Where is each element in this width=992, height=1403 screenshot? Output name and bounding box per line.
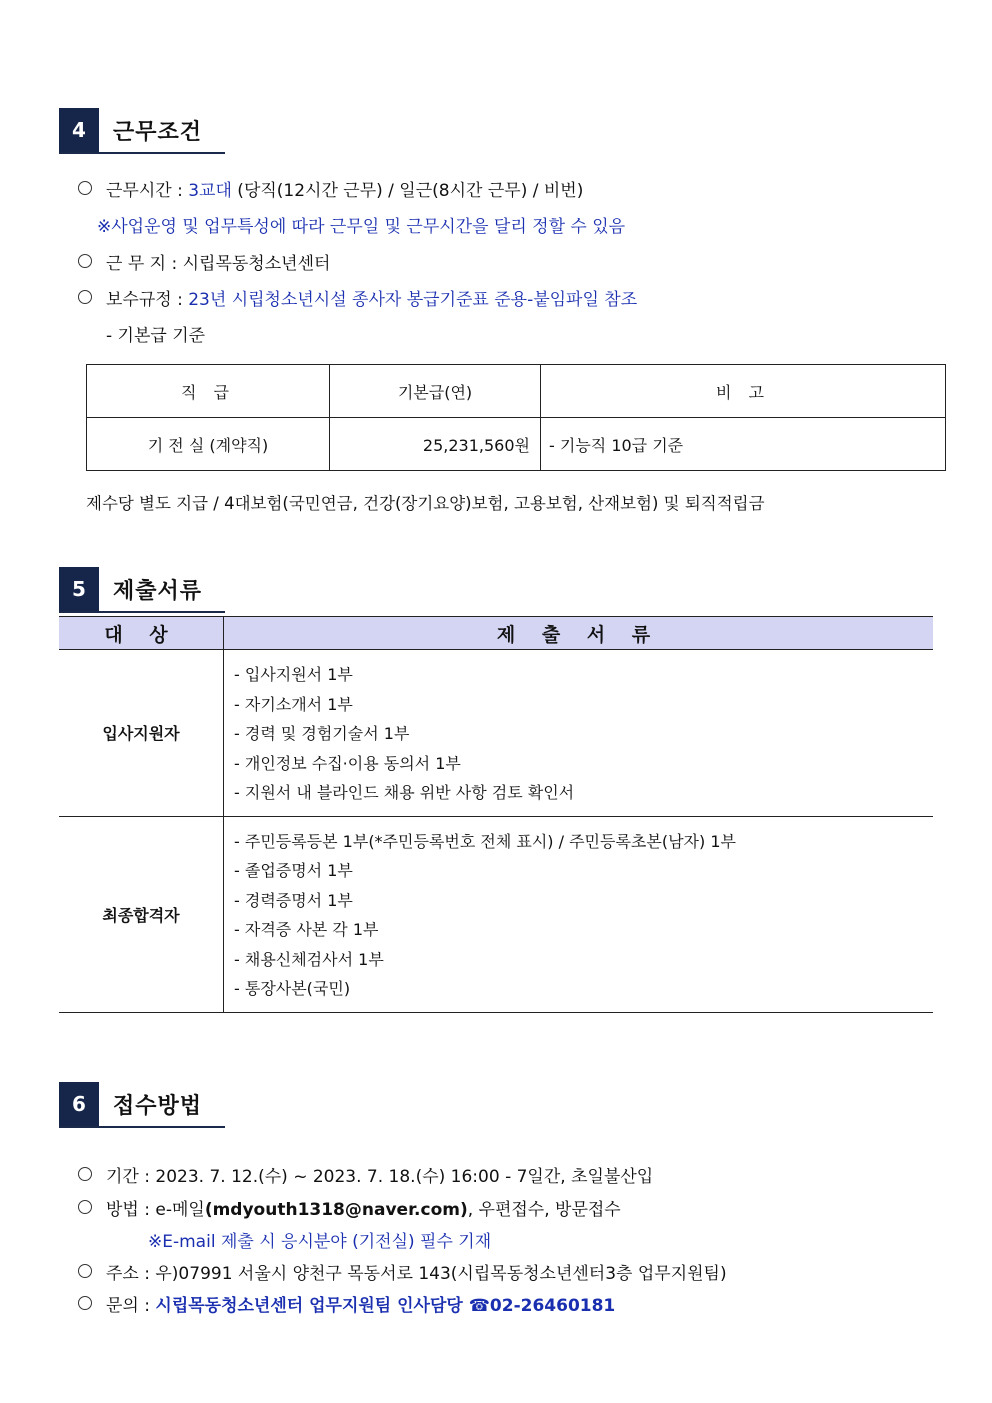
list-item: - 자격증 사본 각 1부 [234,920,379,939]
bullet-circle-icon [78,1167,92,1181]
table-row [87,418,946,471]
work-hours-value: 3교대 [188,181,232,201]
documents-applicant-list [224,650,934,817]
list-item: - 경력증명서 1부 [234,890,353,910]
work-hours-line [78,176,583,201]
method-line [78,1195,621,1220]
period-text: 기간 : 2023. 7. 12.(수) ~ 2023. 7. 18.(수) 16:00 - 7일간, 초일불산입 [106,1167,654,1187]
documents-header-docs: 제 출 서 류 [224,617,934,650]
salary-cell-note: - 기능직 10급 기준 [541,418,946,471]
list-item: - 자기소개서 1부 [234,694,353,714]
list-item: - 개인정보 수집·이용 동의서 1부 [234,753,461,773]
documents-final-list [224,816,934,1012]
list-item: - 채용신체검사서 1부 [234,949,384,969]
section4-title: 근무조건 [113,120,203,145]
bullet-circle-icon [78,1296,92,1310]
section4-header [59,108,225,154]
method-rest: , 우편접수, 방문접수 [467,1200,621,1220]
documents-header-target: 대 상 [59,617,224,650]
section6-header [59,1082,225,1128]
list-item: - 주민등록등본 1부(*주민등록번호 전체 표시) / 주민등록초본(남자) 1부 [234,831,736,851]
address-text: 주소 : 우)07991 서울시 양천구 목동서로 143(시립목동청소년센터3층 업무지원팀) [106,1264,727,1284]
documents-table [59,616,933,1013]
workplace-line [78,249,330,274]
pay-rule-line [78,285,637,310]
salary-header-note: 비 고 [541,365,946,418]
table-row [59,650,933,817]
bullet-circle-icon [78,1264,92,1278]
section6-title: 접수방법 [113,1094,203,1119]
method-label: 방법 : e-메일 [106,1200,205,1220]
salary-table [86,364,946,471]
work-hours-note: ※사업운영 및 업무특성에 따라 근무일 및 근무시간을 달리 정할 수 있음 [97,217,626,237]
documents-target-final: 최종합격자 [59,816,224,1012]
method-email: (mdyouth1318@naver.com) [204,1200,468,1220]
documents-target-applicant: 입사지원자 [59,650,224,817]
workplace-label: 근 무 지 : [106,254,183,274]
benefits-text: 제수당 별도 지급 / 4대보험(국민연금, 건강(장기요양)보험, 고용보험, 산재보험) 및 퇴직적립금 [86,494,765,513]
salary-cell-rank: 기 전 실 (계약직) [87,418,330,471]
section5-title: 제출서류 [113,579,203,604]
workplace-value: 시립목동청소년센터 [182,254,331,274]
contact-label: 문의 : [106,1296,156,1316]
pay-rule-label: 보수규정 : [106,290,189,310]
section5-header [59,567,225,613]
table-row [87,365,946,418]
bullet-circle-icon [78,1200,92,1214]
table-row [59,816,933,1012]
bullet-circle-icon [78,254,92,268]
section5-number: 5 [59,567,99,611]
salary-cell-base: 25,231,560원 [330,418,541,471]
period-line [78,1162,653,1187]
salary-header-base: 기본급(연) [330,365,541,418]
section4-number: 4 [59,108,99,152]
pay-basis-subline: - 기본급 기준 [106,326,206,346]
list-item: - 입사지원서 1부 [234,665,353,684]
contact-value: 시립목동청소년센터 업무지원팀 인사담당 ☎02-26460181 [155,1296,616,1316]
bullet-circle-icon [78,181,92,195]
method-note: ※E-mail 제출 시 응시분야 (기전실) 필수 기재 [148,1232,492,1252]
list-item: - 지원서 내 블라인드 채용 위반 사항 검토 확인서 [234,783,575,802]
salary-header-rank: 직 급 [87,365,330,418]
section6-number: 6 [59,1082,99,1126]
list-item: - 졸업증명서 1부 [234,861,353,880]
contact-line [78,1291,615,1316]
bullet-circle-icon [78,290,92,304]
work-hours-label: 근무시간 : [106,181,189,201]
pay-rule-value: 23년 시립청소년시설 종사자 봉급기준표 준용-붙임파일 참조 [188,290,638,310]
list-item: - 통장사본(국민) [234,979,351,998]
table-row [59,617,933,650]
list-item: - 경력 및 경험기술서 1부 [234,724,410,743]
address-line [78,1259,727,1284]
work-hours-detail: (당직(12시간 근무) / 일근(8시간 근무) / 비번) [231,181,584,201]
